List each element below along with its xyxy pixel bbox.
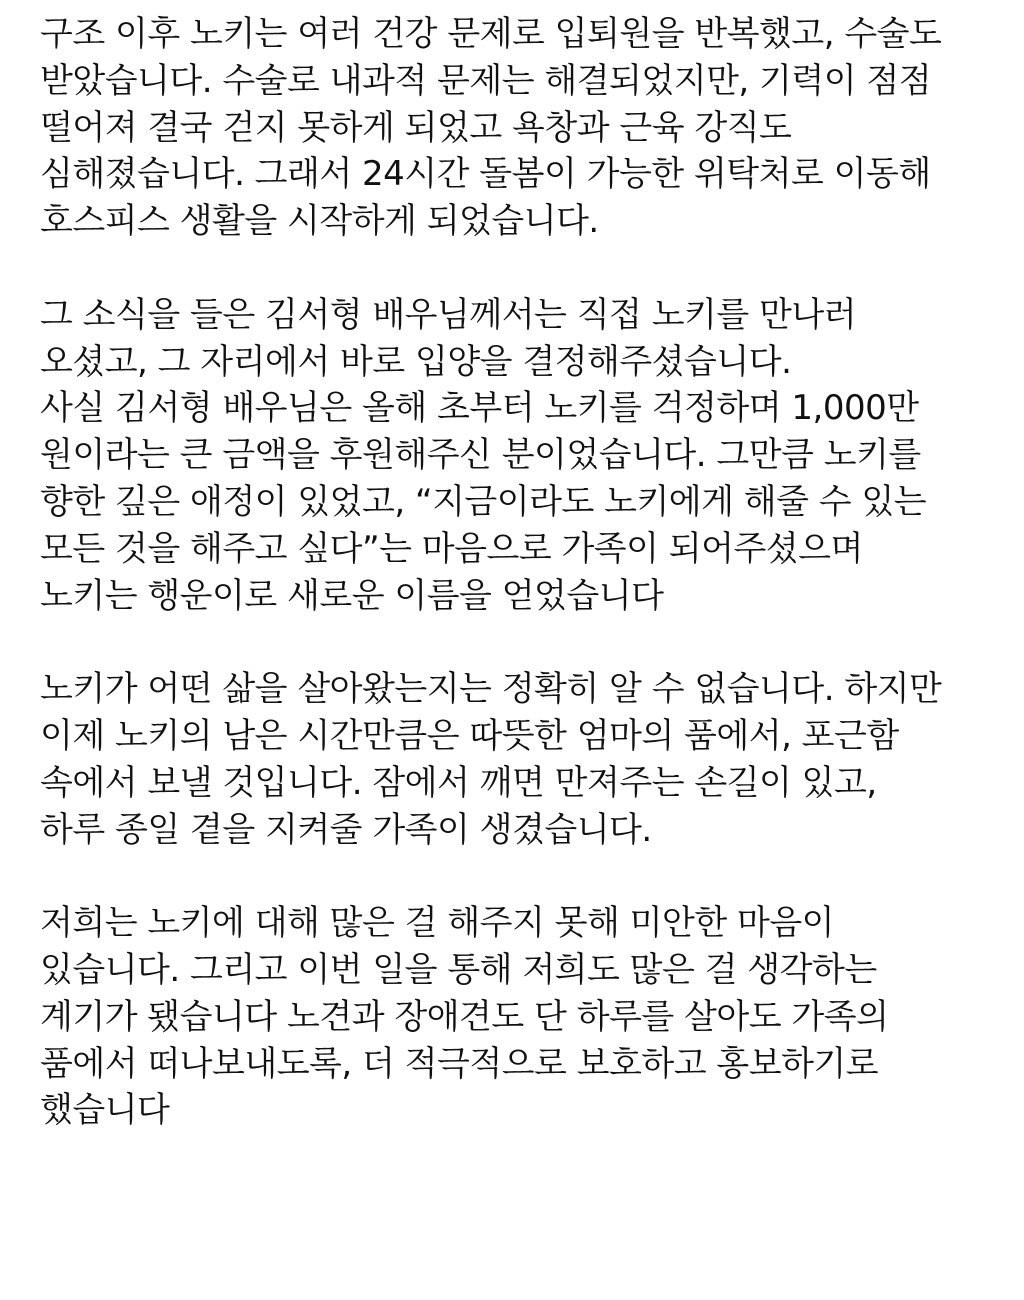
text-line: 심해졌습니다. 그래서 24시간 돌봄이 가능한 위탁처로 이동해 xyxy=(40,154,931,195)
article-body xyxy=(40,11,1000,1134)
paragraph-1 xyxy=(40,11,1000,245)
paragraph-2 xyxy=(40,292,1000,620)
paragraph-4 xyxy=(40,900,1000,1134)
text-line: 그 소식을 들은 김서형 배우님께서는 직접 노키를 만나러 xyxy=(40,294,857,335)
text-line: 했습니다 xyxy=(40,1090,170,1131)
text-line: 저희는 노키에 대해 많은 걸 해주지 못해 미안한 마음이 xyxy=(40,903,835,944)
text-line: 원이라는 큰 금액을 후원해주신 분이었습니다. 그만큼 노키를 xyxy=(40,435,921,476)
text-line: 노키가 어떤 삶을 살아왔는지는 정확히 알 수 없습니다. 하지만 xyxy=(40,669,942,710)
text-line: 구조 이후 노키는 여러 건강 문제로 입퇴원을 반복했고, 수술도 xyxy=(40,14,942,54)
text-line: 하루 종일 곁을 지켜줄 가족이 생겼습니다. xyxy=(40,809,652,850)
text-line: 사실 김서형 배우님은 올해 초부터 노키를 걱정하며 1,000만 xyxy=(40,388,919,429)
text-line: 속에서 보낼 것입니다. 잠에서 깨면 만져주는 손길이 있고, xyxy=(40,762,877,803)
text-line: 계기가 됐습니다 노견과 장애견도 단 하루를 살아도 가족의 xyxy=(40,996,889,1037)
text-line: 이제 노키의 남은 시간만큼은 따뜻한 엄마의 품에서, 포근함 xyxy=(40,715,899,756)
text-line: 떨어져 결국 걷지 못하게 되었고 욕창과 근육 강직도 xyxy=(40,107,792,148)
text-line: 있습니다. 그리고 이번 일을 통해 저희도 많은 걸 생각하는 xyxy=(40,949,877,990)
text-line: 모든 것을 해주고 싶다”는 마음으로 가족이 되어주셨으며 xyxy=(40,528,863,569)
text-line: 품에서 떠나보내도록, 더 적극적으로 보호하고 홍보하기로 xyxy=(40,1043,879,1084)
text-line: 받았습니다. 수술로 내과적 문제는 해결되었지만, 기력이 점점 xyxy=(40,60,932,101)
paragraph-3 xyxy=(40,666,1000,853)
text-line: 호스피스 생활을 시작하게 되었습니다. xyxy=(40,201,599,242)
text-line: 노키는 행운이로 새로운 이름을 얻었습니다 xyxy=(40,575,664,616)
text-line: 향한 깊은 애정이 있었고, “지금이라도 노키에게 해줄 수 있는 xyxy=(40,481,927,522)
text-line: 오셨고, 그 자리에서 바로 입양을 결정해주셨습니다. xyxy=(40,341,792,382)
